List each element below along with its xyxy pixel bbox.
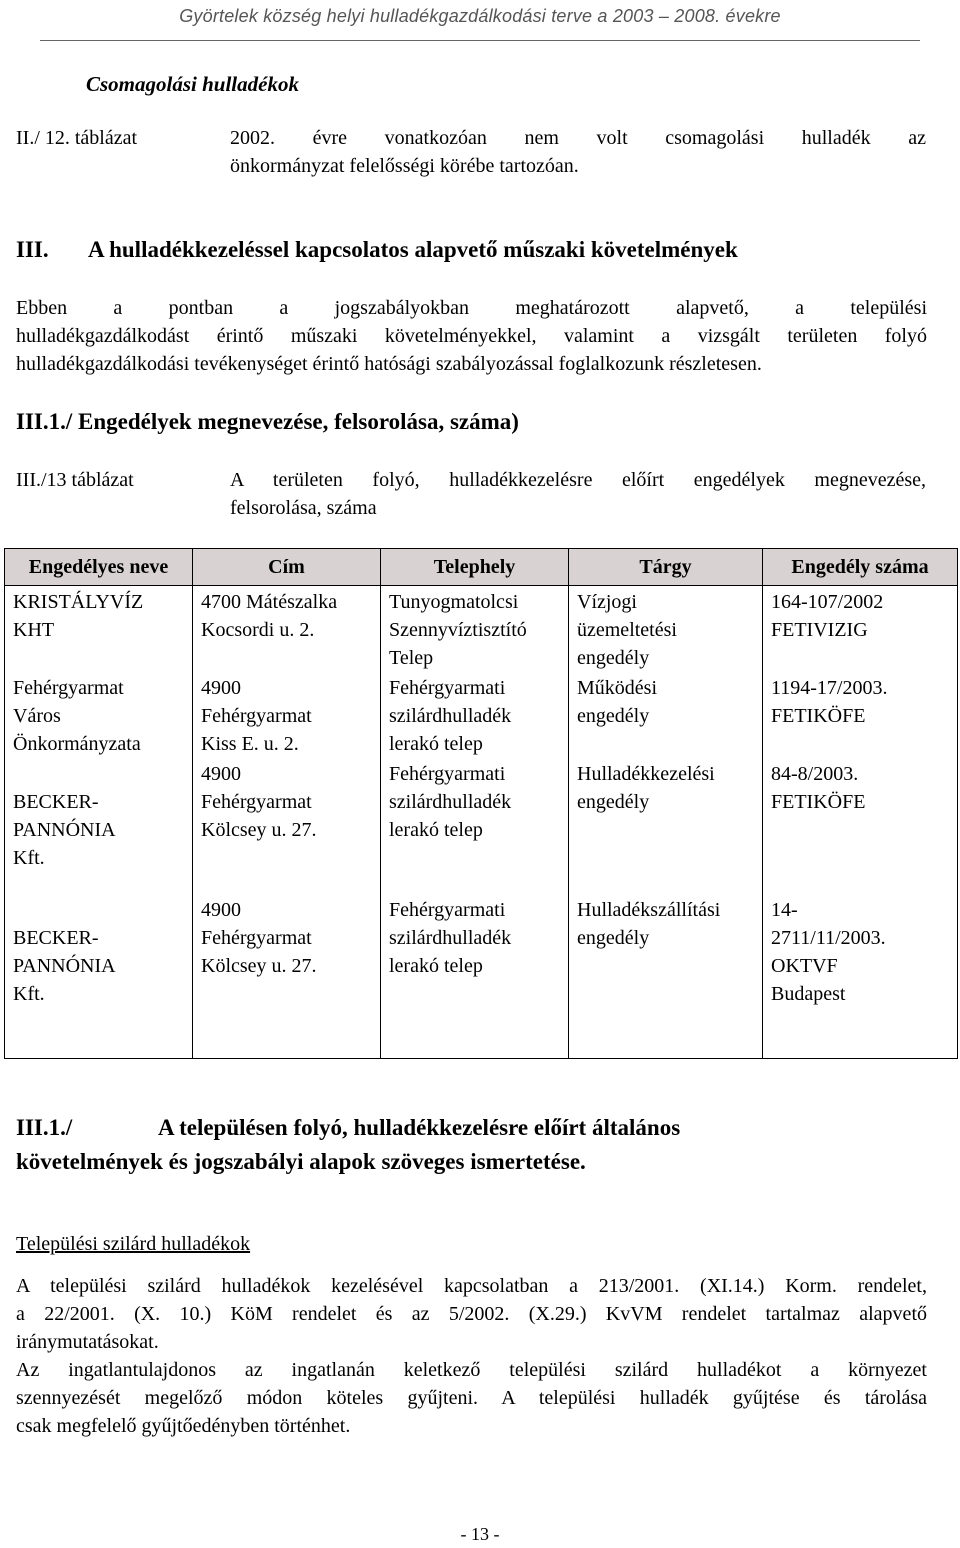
table-row — [5, 672, 958, 758]
cell-text-line: Vízjogi — [577, 591, 637, 613]
cell-text-line: lerakó telep — [389, 819, 483, 841]
cell-text-line: 14- — [771, 899, 798, 921]
paragraph-line: szennyezését megelőző módon köteles gyűjteni. A települési hulladék gyűjtése és tárolása — [16, 1387, 927, 1409]
cell-text-line — [13, 760, 186, 788]
section-3-1b-title-line1: A településen folyó, hulladékkezelésre előírt általános — [158, 1115, 681, 1140]
header-rule — [40, 40, 920, 41]
caption-line: felsorolása, száma — [230, 497, 377, 519]
table-row — [5, 894, 958, 1058]
cell-name — [5, 586, 193, 673]
cell-text-line: Kölcsey u. 27. — [201, 955, 317, 977]
cell-name — [5, 894, 193, 1058]
cell-text-line: KHT — [13, 619, 55, 641]
cell-text-line: lerakó telep — [389, 733, 483, 755]
cell-text-line: engedély — [577, 647, 650, 669]
paragraph-line: csak megfelelő gyűjtőedényben történhet. — [16, 1415, 351, 1437]
cell-text-line: Telep — [389, 647, 434, 669]
table-13-label: III./13 táblázat — [16, 469, 134, 491]
section-3-paragraph — [16, 294, 927, 378]
cell-permit-number — [763, 586, 958, 673]
cell-text-line: Fehérgyarmat — [201, 791, 312, 813]
cell-subject — [569, 758, 763, 894]
cell-text-line: Kölcsey u. 27. — [201, 819, 317, 841]
cell-site — [381, 758, 569, 894]
cell-text-line: Szennyvíztisztító — [389, 619, 527, 641]
table-13-caption — [230, 466, 926, 522]
cell-text-line: Fehérgyarmat — [13, 677, 124, 699]
cell-permit-number — [763, 672, 958, 758]
cell-text-line: Fehérgyarmat — [201, 927, 312, 949]
section-3-title: A hulladékkezeléssel kapcsolatos alapvető műszaki követelmények — [88, 237, 738, 262]
cell-text-line: 84-8/2003. — [771, 763, 859, 785]
cell-text-line: 2711/11/2003. — [771, 927, 886, 949]
table-12-text-line: önkormányzat felelősségi körébe tartozóan. — [230, 155, 579, 177]
table-12-label: II./ 12. táblázat — [16, 127, 138, 149]
table-row — [5, 586, 958, 673]
table-12-text-line: 2002. évre vonatkozóan nem volt csomagolási hulladék az — [230, 127, 926, 149]
cell-name — [5, 758, 193, 894]
cell-text-line: Fehérgyarmati — [389, 677, 506, 699]
cell-text-line: 4900 — [201, 899, 241, 921]
cell-text-line: Fehérgyarmat — [201, 705, 312, 727]
cell-address — [193, 672, 381, 758]
municipal-waste-heading: Települési szilárd hulladékok — [16, 1233, 251, 1255]
cell-site — [381, 672, 569, 758]
column-header: Telephely — [381, 549, 569, 586]
cell-text-line: OKTVF — [771, 955, 838, 977]
cell-text-line: BECKER- — [13, 927, 99, 949]
cell-text-line: 4900 — [201, 677, 241, 699]
cell-text-line: KRISTÁLYVÍZ — [13, 591, 144, 613]
cell-text-line: Fehérgyarmati — [389, 899, 506, 921]
column-header: Engedély száma — [763, 549, 958, 586]
cell-text-line: Budapest — [771, 983, 846, 1005]
cell-text-line: FETIKÖFE — [771, 791, 866, 813]
table-12-text — [230, 124, 926, 180]
cell-text-line: Város — [13, 705, 61, 727]
cell-address — [193, 586, 381, 673]
section-3-1-heading: III.1./ Engedélyek megnevezése, felsorolása, száma) — [16, 409, 519, 434]
cell-text-line: Önkormányzata — [13, 733, 141, 755]
cell-subject — [569, 672, 763, 758]
paragraph-line: iránymutatásokat. — [16, 1331, 159, 1353]
cell-text-line: engedély — [577, 705, 650, 727]
cell-text-line — [13, 896, 186, 924]
cell-text-line: szilárdhulladék — [389, 791, 512, 813]
cell-text-line: Hulladékkezelési — [577, 763, 715, 785]
cell-text-line: 164-107/2002 — [771, 591, 884, 613]
cell-text-line: Fehérgyarmati — [389, 763, 506, 785]
cell-text-line: FETIKÖFE — [771, 705, 866, 727]
cell-text-line: Kocsordi u. 2. — [201, 619, 315, 641]
cell-text-line: szilárdhulladék — [389, 927, 512, 949]
cell-text-line: 1194-17/2003. — [771, 677, 888, 699]
paragraph-line: A települési szilárd hulladékok kezelésével kapcsolatban a 213/2001. (XI.14.) Korm. rendelet, — [16, 1275, 927, 1297]
cell-site — [381, 894, 569, 1058]
column-header: Cím — [193, 549, 381, 586]
cell-text-line: Működési — [577, 677, 657, 699]
paragraph-line: hulladékgazdálkodást érintő műszaki követelményekkel, valamint a vizsgált területen folyó — [16, 325, 927, 347]
section-3-1b-number: III.1./ — [16, 1115, 73, 1140]
cell-text-line: engedély — [577, 791, 650, 813]
cell-text-line: szilárdhulladék — [389, 705, 512, 727]
cell-text-line: Tunyogmatolcsi — [389, 591, 519, 613]
packaging-heading: Csomagolási hulladékok — [86, 72, 299, 96]
section-3-number: III. — [16, 237, 49, 262]
cell-text-line: Kiss E. u. 2. — [201, 733, 299, 755]
cell-text-line: Kft. — [13, 847, 45, 869]
cell-text-line: 4700 Mátészalka — [201, 591, 338, 613]
cell-text-line: üzemeltetési — [577, 619, 677, 641]
cell-text-line: 4900 — [201, 763, 241, 785]
cell-text-line: lerakó telep — [389, 955, 483, 977]
paragraph-line: Az ingatlantulajdonos az ingatlanán keletkező települési szilárd hulladékot a környezet — [16, 1359, 927, 1381]
cell-address — [193, 758, 381, 894]
column-header: Tárgy — [569, 549, 763, 586]
cell-subject — [569, 894, 763, 1058]
cell-text-line: PANNÓNIA — [13, 819, 116, 841]
cell-address — [193, 894, 381, 1058]
caption-line: A területen folyó, hulladékkezelésre előírt engedélyek megnevezése, — [230, 469, 926, 491]
table-row — [5, 758, 958, 894]
column-header: Engedélyes neve — [5, 549, 193, 586]
cell-text-line: PANNÓNIA — [13, 955, 116, 977]
permits-table — [4, 548, 958, 1059]
paragraph-line: hulladékgazdálkodási tevékenységet érintő hatósági szabályozással foglalkozunk részletesen. — [16, 353, 762, 375]
cell-permit-number — [763, 894, 958, 1058]
municipal-waste-paragraph-1 — [16, 1272, 927, 1356]
paragraph-line: Ebben a pontban a jogszabályokban meghatározott alapvető, a települési — [16, 297, 927, 319]
cell-text-line: Hulladékszállítási — [577, 899, 721, 921]
paragraph-line: a 22/2001. (X. 10.) KöM rendelet és az 5/2002. (X.29.) KvVM rendelet tartalmaz alapvető — [16, 1303, 927, 1325]
cell-name — [5, 672, 193, 758]
cell-text-line: Kft. — [13, 983, 45, 1005]
cell-text-line: BECKER- — [13, 791, 99, 813]
cell-text-line: FETIVIZIG — [771, 619, 868, 641]
running-header: Györtelek község helyi hulladékgazdálkodási terve a 2003 – 2008. évekre — [179, 6, 781, 26]
cell-site — [381, 586, 569, 673]
cell-subject — [569, 586, 763, 673]
section-3-1b-title-line2: követelmények és jogszabályi alapok szöveges ismertetése. — [16, 1149, 586, 1174]
municipal-waste-paragraph-2 — [16, 1356, 927, 1440]
cell-text-line: engedély — [577, 927, 650, 949]
page-number: - 13 - — [460, 1524, 500, 1544]
cell-permit-number — [763, 758, 958, 894]
table-header-row — [5, 549, 958, 586]
